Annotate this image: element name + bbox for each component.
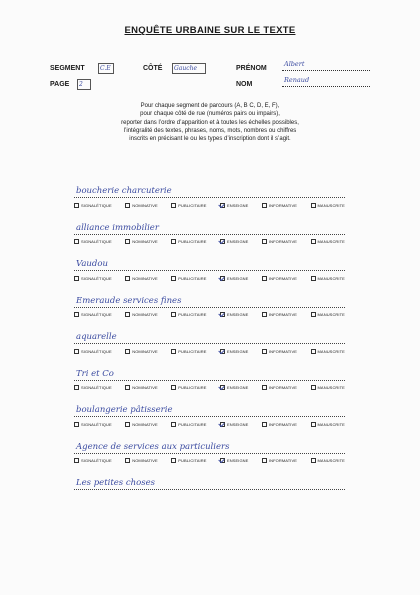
type-option-publicitaire [171, 274, 206, 282]
page-value[interactable]: 2 [77, 79, 91, 90]
type-option-enseigne [220, 274, 248, 282]
type-label: INFORMATIVE [268, 348, 298, 354]
type-checkbox[interactable] [171, 203, 176, 208]
type-checkbox[interactable] [125, 203, 130, 208]
type-label: NOMINATIVE [132, 239, 158, 244]
type-checkbox[interactable] [171, 349, 176, 354]
type-label: SIGNALÉTIQUE [81, 275, 112, 281]
type-option-enseigne [220, 457, 248, 465]
entry-text-field[interactable] [74, 181, 345, 198]
type-label: NOMINATIVE [132, 385, 158, 390]
type-label: PUBLICITAIRE [178, 385, 207, 390]
segment-value[interactable]: C.E [98, 63, 114, 74]
type-option-enseigne [220, 311, 248, 319]
entry-row [74, 218, 345, 250]
type-checkbox[interactable] [262, 276, 267, 281]
type-label: MANUSCRITE [317, 239, 345, 244]
type-checkbox[interactable] [125, 422, 130, 427]
entry-handwritten-text: Vaudou [76, 259, 108, 269]
entry-handwritten-text: Les petites choses [76, 478, 155, 488]
type-option-publicitaire [171, 457, 206, 465]
type-checkbox[interactable] [220, 312, 225, 317]
type-label: SIGNALÉTIQUE [81, 239, 112, 244]
type-option-manuscrite [311, 201, 345, 209]
type-checkbox[interactable] [125, 276, 130, 281]
type-label: MANUSCRITE [317, 312, 345, 317]
type-option-signalétique [74, 201, 112, 209]
type-label: MANUSCRITE [317, 458, 345, 463]
type-option-publicitaire [171, 384, 206, 392]
instruction-line: reporter dans l’ordre d’apparition et à toutes les échelles possibles, [121, 119, 299, 126]
type-label: NOMINATIVE [132, 348, 158, 354]
type-label: ENSEIGNE [226, 239, 249, 244]
type-option-nominative [125, 384, 158, 392]
entry-handwritten-text: alliance immobilier [76, 222, 159, 233]
type-checkbox[interactable] [171, 385, 176, 390]
type-option-nominative [125, 311, 158, 319]
entry-handwritten-text: Tri et Co [76, 368, 114, 379]
type-option-informative [262, 311, 297, 319]
type-checkbox[interactable] [311, 312, 316, 317]
entry-row [74, 181, 345, 213]
type-checkbox[interactable] [125, 349, 130, 354]
type-checkbox[interactable] [311, 422, 316, 427]
type-option-signalétique [74, 274, 112, 282]
type-checkbox[interactable] [220, 349, 225, 354]
type-checkbox[interactable] [311, 203, 316, 208]
type-option-nominative [125, 201, 158, 209]
type-option-informative [262, 238, 297, 246]
type-option-informative [262, 384, 297, 392]
type-checkbox[interactable] [220, 276, 225, 281]
type-checkbox[interactable] [171, 276, 176, 281]
segment-label: SEGMENT [50, 65, 85, 72]
type-checkbox[interactable] [220, 385, 225, 390]
type-option-enseigne [220, 347, 248, 355]
instruction-line: l’intégralité des textes, phrases, noms, mots, nombres ou chiffres [123, 127, 297, 134]
type-label: INFORMATIVE [268, 202, 298, 208]
type-options [74, 347, 345, 355]
type-option-manuscrite [311, 420, 345, 428]
type-checkbox[interactable] [262, 239, 267, 244]
instruction-line: inscrits en précisant le ou les types d’inscription dont il s’agit. [129, 136, 291, 143]
type-label: NOMINATIVE [132, 312, 158, 317]
type-label: INFORMATIVE [268, 458, 298, 463]
type-option-signalétique [74, 384, 112, 392]
entry-row [74, 364, 345, 396]
type-options [74, 201, 345, 209]
type-checkbox[interactable] [74, 276, 79, 281]
type-checkbox[interactable] [171, 312, 176, 317]
type-checkbox[interactable] [74, 349, 79, 354]
type-option-informative [262, 347, 297, 355]
type-option-enseigne [220, 238, 248, 246]
entry-handwritten-text: aquarelle [76, 332, 117, 342]
entry-text-field[interactable] [74, 473, 345, 490]
type-options [74, 457, 345, 465]
type-label: INFORMATIVE [268, 312, 298, 317]
type-label: NOMINATIVE [132, 202, 158, 208]
entry-row [74, 291, 345, 323]
type-option-signalétique [74, 238, 112, 246]
type-checkbox[interactable] [311, 276, 316, 281]
type-label: INFORMATIVE [268, 239, 298, 244]
type-option-nominative [125, 457, 158, 465]
entry-handwritten-text: boulangerie pâtisserie [76, 405, 173, 415]
entry-handwritten-text: boucherie charcuterie [76, 186, 172, 196]
type-option-nominative [125, 420, 158, 428]
type-checkbox[interactable] [74, 239, 79, 244]
type-label: SIGNALÉTIQUE [81, 348, 112, 354]
type-checkbox[interactable] [125, 312, 130, 317]
type-label: PUBLICITAIRE [178, 312, 207, 317]
type-label: PUBLICITAIRE [178, 421, 207, 427]
type-label: PUBLICITAIRE [178, 239, 207, 244]
type-checkbox[interactable] [74, 422, 79, 427]
type-checkbox[interactable] [171, 458, 176, 463]
type-checkbox[interactable] [125, 239, 130, 244]
type-label: MANUSCRITE [317, 275, 345, 281]
type-label: MANUSCRITE [317, 202, 345, 208]
type-option-manuscrite [311, 347, 345, 355]
nom-field[interactable]: Renaud [282, 76, 370, 87]
type-options [74, 238, 345, 246]
type-label: SIGNALÉTIQUE [81, 312, 112, 317]
entry-handwritten-text: Emeraude services fines [76, 295, 182, 306]
type-label: INFORMATIVE [268, 385, 298, 390]
type-checkbox[interactable] [262, 458, 267, 463]
instruction-line: Pour chaque segment de parcours (A, B C, D, E, F), [140, 103, 280, 109]
type-option-enseigne [220, 420, 248, 428]
type-options [74, 420, 345, 428]
type-option-informative [262, 201, 297, 209]
type-checkbox[interactable] [311, 385, 316, 390]
type-checkbox[interactable] [262, 422, 267, 427]
prenom-label: PRÉNOM [236, 65, 267, 72]
nom-label: NOM [236, 81, 253, 88]
type-checkbox[interactable] [125, 458, 130, 463]
entry-text-field[interactable] [74, 254, 345, 271]
entry-text-field[interactable] [74, 400, 345, 417]
type-option-nominative [125, 238, 158, 246]
entry-row [74, 254, 345, 286]
type-label: SIGNALÉTIQUE [81, 385, 112, 390]
type-label: ENSEIGNE [226, 202, 249, 208]
type-checkbox[interactable] [262, 312, 267, 317]
entry-row [74, 400, 345, 432]
type-option-signalétique [74, 311, 112, 319]
page-label: PAGE [50, 81, 70, 88]
cote-value[interactable]: Gauche [172, 63, 206, 74]
type-checkbox[interactable] [125, 385, 130, 390]
entry-text-field[interactable] [74, 364, 345, 381]
type-checkbox[interactable] [220, 203, 225, 208]
type-label: MANUSCRITE [317, 385, 345, 390]
type-label: PUBLICITAIRE [178, 348, 207, 354]
type-options [74, 274, 345, 282]
entry-text-field[interactable] [74, 291, 345, 308]
entry-row [74, 327, 345, 359]
type-option-enseigne [220, 201, 248, 209]
type-option-publicitaire [171, 311, 206, 319]
type-option-informative [262, 274, 297, 282]
type-label: SIGNALÉTIQUE [81, 458, 112, 463]
type-checkbox[interactable] [220, 239, 225, 244]
type-label: ENSEIGNE [226, 458, 249, 463]
entry-text-field[interactable] [74, 437, 345, 454]
entry-row [74, 437, 345, 469]
page-title: ENQUÊTE URBAINE SUR LE TEXTE [124, 25, 296, 36]
type-checkbox[interactable] [311, 349, 316, 354]
prenom-field[interactable]: Albert [282, 60, 370, 71]
type-label: ENSEIGNE [226, 421, 249, 427]
type-checkbox[interactable] [220, 422, 225, 427]
type-label: ENSEIGNE [226, 312, 249, 317]
type-option-publicitaire [171, 238, 206, 246]
type-label: SIGNALÉTIQUE [81, 202, 112, 208]
type-option-nominative [125, 347, 158, 355]
type-checkbox[interactable] [262, 349, 267, 354]
type-checkbox[interactable] [311, 239, 316, 244]
type-option-enseigne [220, 384, 248, 392]
type-label: NOMINATIVE [132, 458, 158, 463]
type-label: PUBLICITAIRE [178, 275, 207, 281]
type-label: PUBLICITAIRE [178, 458, 207, 463]
type-options [74, 384, 345, 392]
type-option-manuscrite [311, 384, 345, 392]
type-label: SIGNALÉTIQUE [81, 421, 112, 427]
type-option-publicitaire [171, 420, 206, 428]
type-option-signalétique [74, 457, 112, 465]
entry-row [74, 473, 345, 505]
type-checkbox[interactable] [74, 458, 79, 463]
entry-handwritten-text: Agence de services aux particuliers [76, 441, 230, 452]
type-checkbox[interactable] [74, 203, 79, 208]
type-label: ENSEIGNE [226, 385, 249, 390]
type-option-nominative [125, 274, 158, 282]
type-checkbox[interactable] [171, 239, 176, 244]
cote-label: CÔTÉ [143, 65, 163, 72]
type-option-manuscrite [311, 311, 345, 319]
type-label: ENSEIGNE [226, 348, 249, 354]
type-checkbox[interactable] [171, 422, 176, 427]
type-option-manuscrite [311, 457, 345, 465]
type-checkbox[interactable] [311, 458, 316, 463]
type-label: INFORMATIVE [268, 275, 298, 281]
instructions [70, 102, 350, 143]
entry-text-field[interactable] [74, 218, 345, 235]
entry-text-field[interactable] [74, 327, 345, 344]
type-checkbox[interactable] [74, 312, 79, 317]
type-option-signalétique [74, 347, 112, 355]
type-label: INFORMATIVE [268, 421, 298, 427]
type-option-informative [262, 457, 297, 465]
type-label: ENSEIGNE [226, 275, 249, 281]
type-checkbox[interactable] [220, 458, 225, 463]
type-option-publicitaire [171, 201, 206, 209]
type-option-publicitaire [171, 347, 206, 355]
type-option-manuscrite [311, 274, 345, 282]
type-label: NOMINATIVE [132, 275, 158, 281]
type-label: MANUSCRITE [317, 348, 345, 354]
type-checkbox[interactable] [74, 385, 79, 390]
type-label: MANUSCRITE [317, 421, 345, 427]
type-option-informative [262, 420, 297, 428]
type-label: NOMINATIVE [132, 421, 158, 427]
type-checkbox[interactable] [262, 385, 267, 390]
type-options [74, 311, 345, 319]
type-checkbox[interactable] [262, 203, 267, 208]
instruction-line: pour chaque côté de rue (numéros pairs ou impairs), [140, 111, 280, 118]
type-label: PUBLICITAIRE [178, 202, 207, 208]
type-option-manuscrite [311, 238, 345, 246]
type-option-signalétique [74, 420, 112, 428]
